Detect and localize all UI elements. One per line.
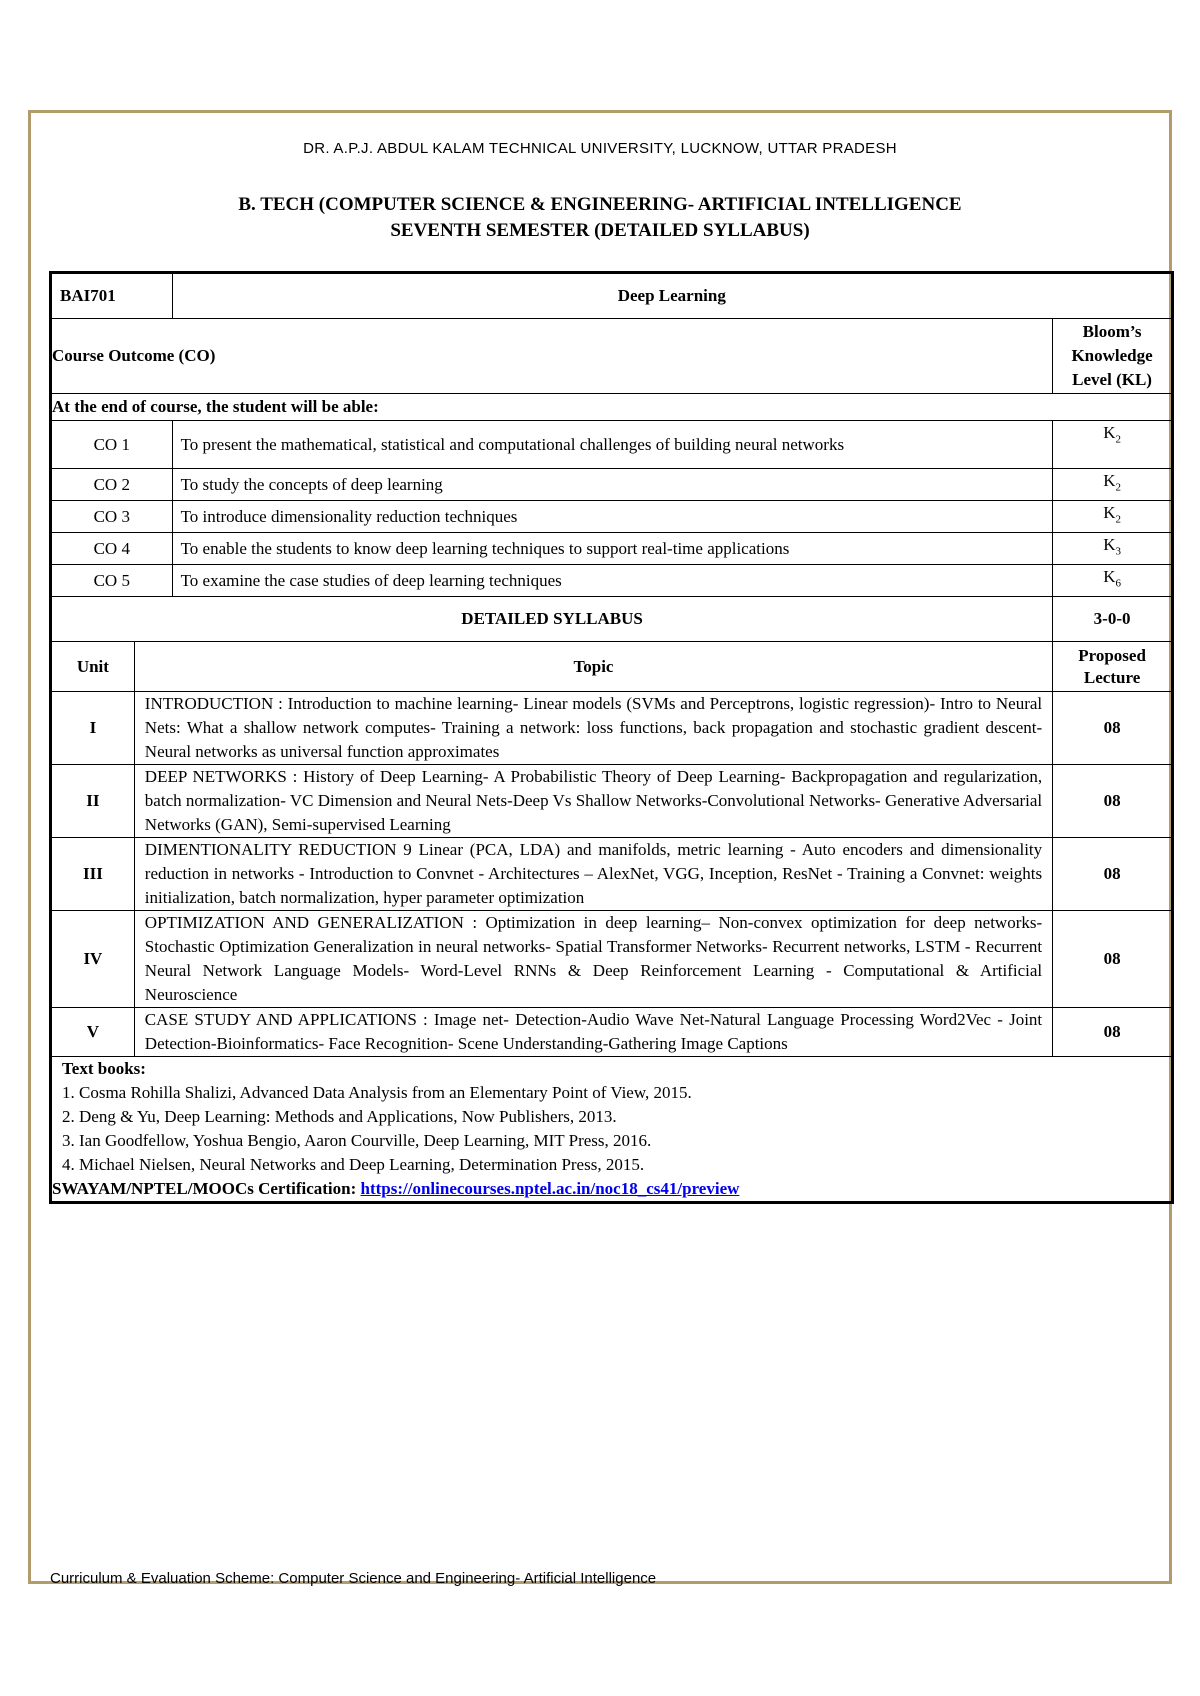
unit-number: I [51, 692, 135, 765]
kl-header: Bloom’s Knowledge Level (KL) [1053, 319, 1173, 394]
unit-topic: OPTIMIZATION AND GENERALIZATION : Optimization in deep learning– Non-convex optimization for deep networks- Stochastic Optimization Generalization in neural networks- Spatial Transformer Networks- Recurrent networks, LSTM - Recurrent Neural Network Language Models- Word-Level RNNs & Deep Reinforcement Learning - Computational & Artificial Neuroscience [134, 911, 1052, 1008]
co-kl: $K_2$ [1053, 469, 1173, 501]
certification-label: SWAYAM/NPTEL/MOOCs Certification: [52, 1179, 361, 1198]
course-title-row [51, 273, 1173, 319]
unit-lectures: 08 [1053, 911, 1173, 1008]
certification-line [52, 1177, 1171, 1201]
unit-lectures: 08 [1053, 1008, 1173, 1057]
co-text: To present the mathematical, statistical and computational challenges of building neural networks [172, 421, 1053, 469]
col-unit: Unit [51, 642, 135, 692]
course-code: BAI701 [51, 273, 173, 319]
textbook-item: 2. Deng & Yu, Deep Learning: Methods and Applications, Now Publishers, 2013. [62, 1107, 617, 1126]
co-row [51, 421, 1173, 469]
university-header: DR. A.P.J. ABDUL KALAM TECHNICAL UNIVERSITY, LUCKNOW, UTTAR PRADESH [303, 140, 897, 157]
co-row [51, 565, 1173, 597]
end-of-course-line: At the end of course, the student will be able: [51, 394, 1173, 421]
certification-link[interactable]: https://onlinecourses.nptel.ac.in/noc18_cs41/preview [360, 1179, 740, 1198]
unit-number: V [51, 1008, 135, 1057]
unit-topic: DIMENTIONALITY REDUCTION 9 Linear (PCA, LDA) and manifolds, metric learning - Auto encoders and dimensionality reduction in networks - Introduction to Convnet - Architectures – AlexNet, VGG, Inception, ResNet - Training a Convnet: weights initialization, batch normalization, hyper parameter optimization [134, 838, 1052, 911]
co-kl: $K_2$ [1053, 421, 1173, 469]
syllabus-table [49, 271, 1174, 1204]
unit-number: III [51, 838, 135, 911]
unit-number: II [51, 765, 135, 838]
co-kl: $K_2$ [1053, 501, 1173, 533]
textbooks-row [51, 1057, 1173, 1203]
unit-lectures: 08 [1053, 838, 1173, 911]
co-text: To study the concepts of deep learning [172, 469, 1053, 501]
textbook-item: 4. Michael Nielsen, Neural Networks and Deep Learning, Determination Press, 2015. [62, 1155, 645, 1174]
co-label: CO 2 [51, 469, 173, 501]
program-title [0, 192, 1200, 244]
unit-number: IV [51, 911, 135, 1008]
co-text: To enable the students to know deep learning techniques to support real-time applications [172, 533, 1053, 565]
unit-row [51, 765, 1173, 838]
unit-topic: CASE STUDY AND APPLICATIONS : Image net- Detection-Audio Wave Net-Natural Language Processing Word2Vec - Joint Detection-Bioinformatics- Face Recognition- Scene Understanding-Gathering Image Captions [134, 1008, 1052, 1057]
co-header-row [51, 319, 1173, 394]
unit-lectures: 08 [1053, 765, 1173, 838]
co-row [51, 469, 1173, 501]
co-label: CO 4 [51, 533, 173, 565]
syllabus-ltp: 3-0-0 [1053, 597, 1173, 642]
co-kl: $K_6$ [1053, 565, 1173, 597]
unit-topic: DEEP NETWORKS : History of Deep Learning- A Probabilistic Theory of Deep Learning- Backpropagation and regularization, batch normalization- VC Dimension and Neural Nets-Deep Vs Shallow Networks-Convolutional Networks- Generative Adversarial Networks (GAN), Semi-supervised Learning [134, 765, 1052, 838]
syllabus-col-header [51, 642, 1173, 692]
co-text: To introduce dimensionality reduction techniques [172, 501, 1053, 533]
footer-note: Curriculum & Evaluation Scheme: Computer Science and Engineering- Artificial Intelligence [50, 1570, 657, 1587]
co-text: To examine the case studies of deep learning techniques [172, 565, 1053, 597]
co-header-label: Course Outcome (CO) [51, 319, 1053, 394]
unit-row [51, 911, 1173, 1008]
co-kl: $K_3$ [1053, 533, 1173, 565]
unit-row [51, 838, 1173, 911]
co-row [51, 501, 1173, 533]
co-label: CO 3 [51, 501, 173, 533]
textbooks-title: Text books: [62, 1059, 146, 1078]
unit-topic: INTRODUCTION : Introduction to machine learning- Linear models (SVMs and Perceptrons, logistic regression)- Intro to Neural Nets: What a shallow network computes- Training a network: loss functions, back propagation and stochastic gradient descent- Neural networks as universal function approximates [134, 692, 1052, 765]
syllabus-header-row [51, 597, 1173, 642]
textbooks-cell [51, 1057, 1173, 1203]
course-title: Deep Learning [172, 273, 1172, 319]
program-title-line1: B. TECH (COMPUTER SCIENCE & ENGINEERING- ARTIFICIAL INTELLIGENCE [238, 194, 962, 215]
co-row [51, 533, 1173, 565]
unit-row [51, 1008, 1173, 1057]
program-title-line2: SEVENTH SEMESTER (DETAILED SYLLABUS) [390, 220, 810, 241]
co-label: CO 1 [51, 421, 173, 469]
syllabus-title: DETAILED SYLLABUS [51, 597, 1053, 642]
co-label: CO 5 [51, 565, 173, 597]
col-topic: Topic [134, 642, 1052, 692]
unit-row [51, 692, 1173, 765]
textbook-item: 1. Cosma Rohilla Shalizi, Advanced Data Analysis from an Elementary Point of View, 2015. [62, 1083, 692, 1102]
textbook-item: 3. Ian Goodfellow, Yoshua Bengio, Aaron Courville, Deep Learning, MIT Press, 2016. [62, 1131, 652, 1150]
end-line-row [51, 394, 1173, 421]
col-lecture: Proposed Lecture [1053, 642, 1173, 692]
unit-lectures: 08 [1053, 692, 1173, 765]
